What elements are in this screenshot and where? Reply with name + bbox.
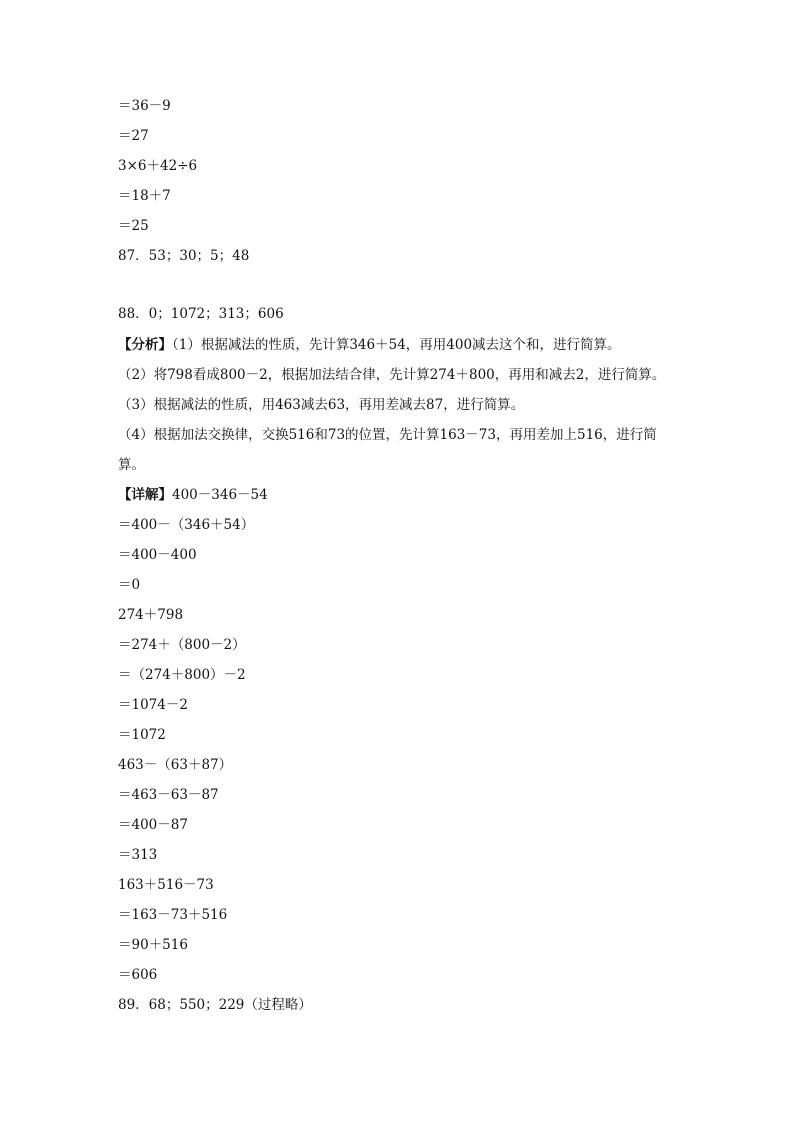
calc-line: ＝25	[118, 218, 149, 234]
step-line: ＝1072	[118, 727, 166, 743]
step-line: 274＋798	[118, 607, 184, 623]
detail-tag: 【详解】	[118, 487, 172, 503]
step-line: ＝1074－2	[118, 697, 188, 713]
step-line: ＝400－（346＋54）	[118, 517, 255, 533]
step-line: ＝463－63－87	[118, 787, 219, 803]
step-line: 163＋516－73	[118, 877, 214, 893]
step-line: ＝313	[118, 847, 158, 863]
answer-88: 88．0；1072；313；606	[118, 306, 284, 322]
answer-89: 89．68；550；229（过程略）	[118, 997, 312, 1013]
analysis-line-1	[118, 336, 621, 354]
analysis-line-4-continued: 算。	[118, 457, 145, 473]
calc-line: ＝18＋7	[118, 188, 171, 204]
analysis-line-4: （4）根据加法交换律，交换516和73的位置，先计算163－73，再用差加上516，进行简	[118, 427, 657, 443]
step-line: ＝400－400	[118, 547, 197, 563]
calc-line: ＝27	[118, 128, 149, 144]
detail-text: 400－346－54	[172, 487, 268, 503]
answer-87: 87．53；30；5；48	[118, 248, 250, 264]
step-line: ＝（274＋800）－2	[118, 667, 246, 683]
analysis-line-3: （3）根据减法的性质，用463减去63，再用差减去87，进行简算。	[118, 397, 525, 413]
step-line: 463－（63＋87）	[118, 757, 233, 773]
analysis-tag: 【分析】	[118, 337, 172, 353]
detail-line	[118, 486, 268, 504]
analysis-line-2: （2）将798看成800－2，根据加法结合律，先计算274＋800，再用和减去2，进行简算。	[118, 367, 666, 383]
step-line: ＝163－73＋516	[118, 907, 228, 923]
analysis-text: （1）根据减法的性质，先计算346＋54，再用400减去这个和，进行简算。	[172, 337, 621, 353]
calc-line: ＝36－9	[118, 98, 171, 114]
step-line: ＝274＋（800－2）	[118, 637, 246, 653]
calc-line: 3×6＋42÷6	[118, 158, 198, 174]
step-line: ＝606	[118, 967, 158, 983]
step-line: ＝90＋516	[118, 937, 188, 953]
step-line: ＝0	[118, 577, 141, 593]
step-line: ＝400－87	[118, 817, 188, 833]
